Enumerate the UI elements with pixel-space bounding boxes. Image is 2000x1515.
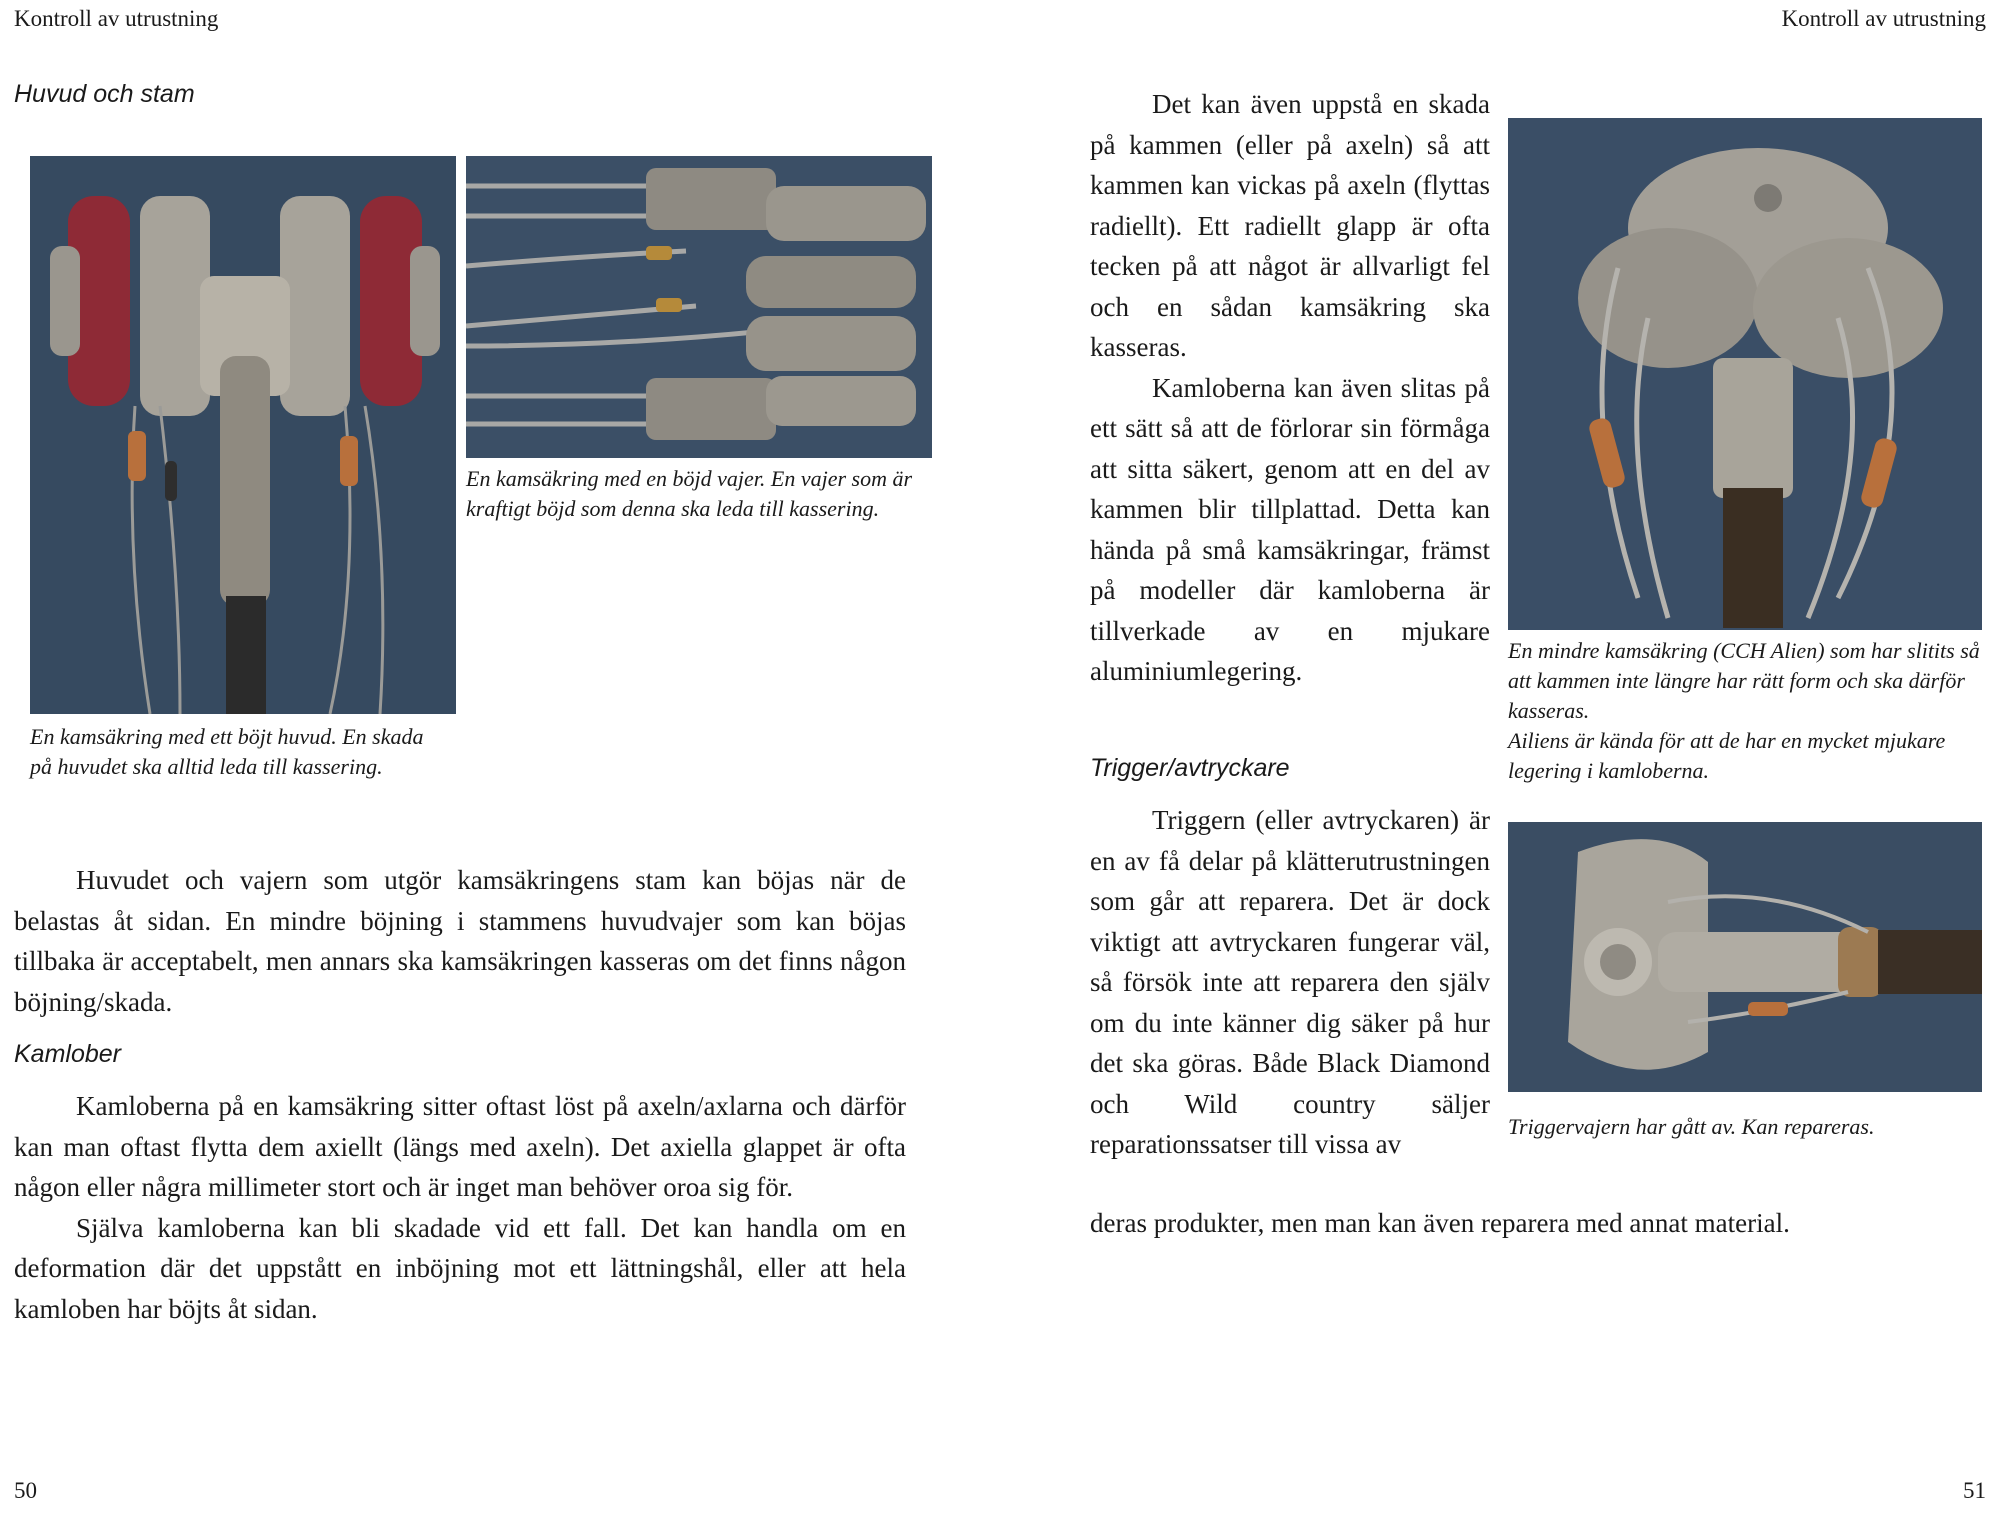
section-heading-huvud-och-stam: Huvud och stam xyxy=(14,80,195,108)
page-number-right: 51 xyxy=(1963,1478,1986,1503)
page-number-left: 50 xyxy=(14,1478,37,1503)
paragraph-trigger: Triggern (eller avtryckaren) är en av få delar på klätterutrustningen som går att reparera. Det är dock viktigt att avtryckaren fungerar väl, så försök inte att reparera den själv om du inte känner dig säker på hur det ska göras. Både Black Diamond och Wild country säljer reparationssatser till vissa av xyxy=(1090,805,1490,1159)
section-heading-trigger: Trigger/avtryckare xyxy=(1090,754,1290,782)
running-header-left: Kontroll av utrustning xyxy=(14,6,219,31)
photo-bent-cable xyxy=(466,156,932,458)
running-header-right: Kontroll av utrustning xyxy=(1781,6,1986,31)
caption-bent-cable: En kamsäkring med en böjd vajer. En vajer som är kraftigt böjd som denna ska leda till kassering. xyxy=(466,466,913,521)
caption-worn-alien: En mindre kamsäkring (CCH Alien) som har slitits så att kammen inte längre har rätt form och ska därför kasseras. Ailiens är kända för att de har en mycket mjukare legering i kamloberna. xyxy=(1508,638,1980,783)
caption-trigger-wire: Triggervajern har gått av. Kan repareras. xyxy=(1508,1114,1875,1139)
paragraph-lobes: Kamloberna på en kamsäkring sitter oftast löst på axeln/axlarna och därför kan man oftast flytta dem axiellt (längs med axeln). Det axiella glappet är ofta någon eller några millimeter stort och är inget man behöver oroa sig för. Själva kamloberna kan bli skadade vid ett fall. Det kan handla om en deformation där det uppstått en inböjning mot ett lättningshål, eller att hela kamloben har böjts åt sidan. xyxy=(14,1091,906,1324)
paragraph-trigger-tail: deras produkter, men man kan även reparera med annat material. xyxy=(1090,1208,1790,1238)
paragraph-radial-play: Det kan även uppstå en skada på kammen (eller på axeln) så att kammen kan vickas på axeln (flyttas radiellt). Ett radiellt glapp är ofta tecken på att något är allvarligt fel och en sådan kamsäkring ska kasseras. Kamloberna kan även slitas på ett sätt så att de förlorar sin förmåga att sitta säkert, genom att en del av kammen blir tillplattad. Detta kan hända på små kamsäkringar, främst på modeller där kamloberna är tillverkade av en mjukare aluminiumlegering. xyxy=(1090,89,1490,686)
photo-bent-head xyxy=(30,156,456,714)
section-heading-kamlober: Kamlober xyxy=(14,1040,121,1068)
caption-bent-head: En kamsäkring med ett böjt huvud. En skada på huvudet ska alltid leda till kassering. xyxy=(30,724,424,779)
paragraph-stem: Huvudet och vajern som utgör kamsäkringens stam kan böjas när de belastas åt sidan. En mindre böjning i stammens huvudvajer som kan böjas tillbaka är acceptabelt, men annars ska kamsäkringen kasseras om det finns någon böjning/skada. xyxy=(14,865,906,1017)
photo-trigger-wire xyxy=(1508,822,1982,1092)
photo-worn-alien xyxy=(1508,118,1982,630)
